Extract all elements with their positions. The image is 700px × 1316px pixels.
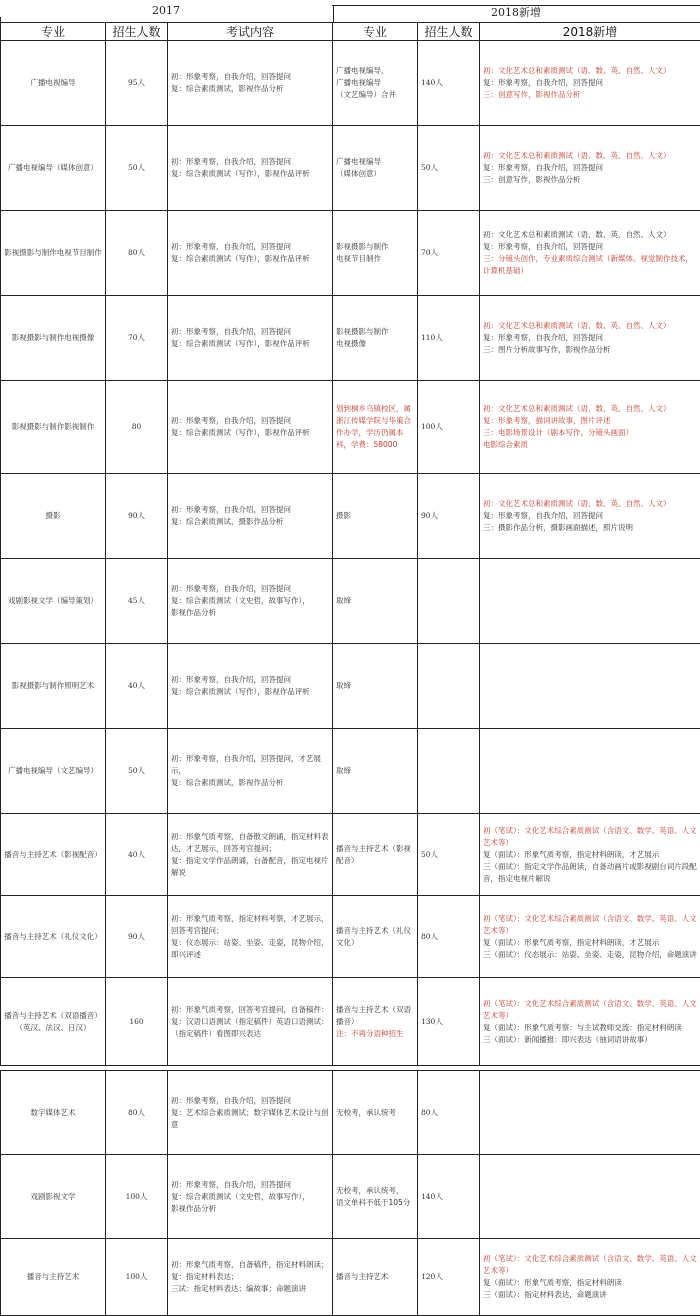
new-major-line: （媒体创意）	[336, 168, 414, 180]
new-content-line: 初（笔试）：文化艺术综合素质测试（含语文、数学、英语、人文艺术等）	[483, 913, 697, 937]
count-cell: 100人	[106, 1239, 168, 1316]
content-line: 复：综合素质测试，影视作品分析	[171, 83, 329, 95]
content-line: 复：综合素质测试（写作），影视作品评析	[171, 253, 329, 265]
new-content-cell	[480, 126, 700, 211]
major-cell: 播音与主持艺术	[1, 1239, 106, 1316]
new-major-line: 取缔	[336, 595, 414, 607]
new-content-line: 初（笔试）：文化艺术综合素质测试（含语文、数学、英语、人文艺术等）	[483, 825, 697, 849]
new-major-line: 播音与主持艺术（双语播音）	[336, 1004, 414, 1028]
major-cell: 广播电视编导（媒体创意）	[1, 126, 106, 211]
new-count-cell: 100人	[418, 381, 480, 474]
content-cell	[168, 126, 333, 211]
count-cell: 90人	[106, 474, 168, 559]
content-line: 初：形象考察，自我介绍，回答提问	[171, 156, 329, 168]
new-content-line: 初：文化艺术总和素质测试（语、数、英、自然、人文）	[483, 320, 697, 332]
new-major-line: 影视摄影与制作	[336, 326, 414, 338]
new-content-cell	[480, 381, 700, 474]
new-content-line: 复（面试）：形象气质考察，指定材料朗读，才艺展示	[483, 849, 697, 861]
new-content-line: 初：文化艺术总和素质测试（语、数、英、自然、人文）	[483, 229, 697, 241]
table-row	[1, 896, 700, 978]
content-line: 初：形象考察，自我介绍，回答提问	[171, 326, 329, 338]
content-line: 影视作品分析	[171, 607, 329, 619]
content-line: 影视作品分析	[171, 1203, 329, 1215]
new-major-line: 取缔	[336, 765, 414, 777]
new-major-line: 电视摄像	[336, 338, 414, 350]
content-cell	[168, 474, 333, 559]
count-cell: 160	[106, 978, 168, 1066]
new-content-line: 初：文化艺术总和素质测试（语、数、英、自然、人文）	[483, 150, 697, 162]
major-cell: 影视摄影与制作电视摄像	[1, 296, 106, 381]
major-cell: 戏剧影视文学	[1, 1155, 106, 1239]
new-content-line: 初：文化艺术总和素质测试（语、数、英、自然、人文）	[483, 65, 697, 77]
count-cell: 70人	[106, 296, 168, 381]
content-line: 复：综合素质测试，影视作品分析	[171, 777, 329, 789]
count-cell: 80人	[106, 211, 168, 296]
new-major-cell	[333, 296, 418, 381]
content-cell	[168, 729, 333, 814]
new-major-line: 电视节目制作	[336, 253, 414, 265]
count-cell: 95人	[106, 41, 168, 126]
content-line: 复：综合素质测试（写作），影视作品评析	[171, 686, 329, 698]
new-content-line: 三（面试）：指定文学作品朗读，自备动画片或影视剧台词片段配音，指定电视片解说	[483, 861, 697, 885]
new-major-cell	[333, 211, 418, 296]
new-major-cell	[333, 1239, 418, 1316]
table-row	[1, 814, 700, 896]
content-cell	[168, 211, 333, 296]
new-major-cell	[333, 381, 418, 474]
content-line: 初：形象考察，自我介绍，回答提问	[171, 241, 329, 253]
count-cell: 45人	[106, 559, 168, 644]
new-count-cell: 50人	[418, 126, 480, 211]
major-cell: 广播电视编导	[1, 41, 106, 126]
count-cell: 40人	[106, 814, 168, 896]
major-cell: 影视摄影与制作照明艺术	[1, 644, 106, 729]
header-new-content: 2018新增	[480, 23, 700, 41]
new-major-line: 摄影	[336, 510, 414, 522]
new-content-line: 初：文化艺术总和素质测试（语、数、英、自然、人文）	[483, 498, 697, 510]
table-row	[1, 978, 700, 1066]
new-content-line: 复：形象考察，自我介绍，回答提问	[483, 241, 697, 253]
count-cell: 80人	[106, 1071, 168, 1155]
table-row	[1, 1071, 700, 1155]
new-content-line: 三（面试）：仪态展示：站姿、坐姿、走姿，昆物介绍，命题演讲	[483, 949, 697, 961]
content-cell	[168, 1155, 333, 1239]
content-line: 复：综合素质测试，摄影作品分析	[171, 516, 329, 528]
new-major-cell	[333, 559, 418, 644]
new-content-line: 三：分镜头创作，专业素质综合测试（新媒体、视觉制作技术，计算机基础）	[483, 253, 697, 277]
content-line: 三试：指定材料表达；编故事；命题演讲	[171, 1283, 329, 1295]
count-cell: 90人	[106, 896, 168, 978]
major-cell: 影视摄影与制作影视制作	[1, 381, 106, 474]
header-count: 招生人数	[106, 23, 168, 41]
new-content-line: 三：图片分析故事写作，影视作品分析	[483, 344, 697, 356]
table-row	[1, 211, 700, 296]
table-row	[1, 1239, 700, 1316]
new-content-line: 初（笔试）：文化艺术综合素质测试（含语文、数学、英语、人文艺术等）	[483, 998, 697, 1022]
year-2017-label: 2017	[0, 4, 332, 17]
content-cell	[168, 41, 333, 126]
new-content-cell	[480, 559, 700, 644]
content-line: 复：综合素质测试（写作），影视作品评析	[171, 168, 329, 180]
table-row	[1, 729, 700, 814]
new-content-line: 复：形象考察，自我介绍，回答提问	[483, 510, 697, 522]
new-content-line: 三：电影场景设计（剧本写作，分镜头画面）	[483, 427, 697, 439]
new-count-cell: 140人	[418, 41, 480, 126]
new-content-cell	[480, 896, 700, 978]
year-header	[0, 0, 700, 22]
new-count-cell: 90人	[418, 474, 480, 559]
new-major-cell	[333, 896, 418, 978]
new-content-cell	[480, 41, 700, 126]
new-count-cell: 80人	[418, 896, 480, 978]
content-cell	[168, 896, 333, 978]
new-major-line: 语文单科不低于105分	[336, 1197, 414, 1209]
new-content-line: 三：摄影作品分析，摄影画面描述，照片说明	[483, 522, 697, 534]
new-major-cell	[333, 41, 418, 126]
new-major-cell	[333, 729, 418, 814]
new-major-note: 注：不再分语种招生	[336, 1028, 414, 1040]
table-row	[1, 381, 700, 474]
major-cell: 戏剧影视文学（编导策划）	[1, 559, 106, 644]
new-content-cell	[480, 1155, 700, 1239]
new-major-cell	[333, 814, 418, 896]
major-cell: 播音与主持艺术（影视配音）	[1, 814, 106, 896]
content-line: 复：综合素质测试（文史哲，故事写作），	[171, 595, 329, 607]
content-cell	[168, 1071, 333, 1155]
new-major-cell	[333, 474, 418, 559]
content-cell	[168, 814, 333, 896]
new-major-line: 无校考，承认统考，	[336, 1185, 414, 1197]
new-major-cell	[333, 1071, 418, 1155]
new-content-line: 复（面试）：形象气质考察，指定材料朗读，才艺展示	[483, 937, 697, 949]
content-line: 复：艺术综合素质测试；数字媒体艺术设计与创意	[171, 1107, 329, 1131]
new-major-cell	[333, 126, 418, 211]
new-content-cell	[480, 1071, 700, 1155]
new-content-line: 复：形象考察，自我介绍，回答提问	[483, 77, 697, 89]
content-line: 复：汉语口语测试（指定稿件）英语口语测试：（指定稿件）看图即兴表达	[171, 1016, 329, 1040]
new-major-line: 播音与主持艺术（影视配音）	[336, 843, 414, 867]
new-major-cell	[333, 1155, 418, 1239]
table-row	[1, 474, 700, 559]
new-content-cell	[480, 1239, 700, 1316]
header-content: 考试内容	[168, 23, 333, 41]
content-line: 复：仪态展示：站姿、坐姿、走姿，昆物介绍，即兴评述	[171, 937, 329, 961]
count-cell: 50人	[106, 729, 168, 814]
new-content-line: 复（面试）：形象气质考察，指定材料朗读	[483, 1277, 697, 1289]
count-cell: 50人	[106, 126, 168, 211]
content-cell	[168, 559, 333, 644]
new-count-cell	[418, 644, 480, 729]
count-cell: 100人	[106, 1155, 168, 1239]
new-content-line: 初：文化艺术总和素质测试（语、数、英、自然、人文）	[483, 403, 697, 415]
content-line: 初：形象考察，自我介绍，回答提问	[171, 504, 329, 516]
new-major-line: 播音与主持艺术（礼仪文化）	[336, 925, 414, 949]
new-major-cell	[333, 978, 418, 1066]
major-cell: 播音与主持艺术（双语播音）（英汉、法汉、日汉）	[1, 978, 106, 1066]
content-line: 初：形象气质考察，自备稿件，指定材料朗读；	[171, 1259, 329, 1271]
major-cell: 广播电视编导（文艺编导）	[1, 729, 106, 814]
new-content-line: 复：形象考察，自我介绍，回答提问	[483, 162, 697, 174]
new-count-cell: 110人	[418, 296, 480, 381]
content-line: 初：形象考察，自我介绍，回答提问	[171, 1179, 329, 1191]
content-line: 初：形象气质考察，回答考官提问，自备稿件：	[171, 1004, 329, 1016]
new-content-line: 复（面试）：形象气质考察：与主试教师交流：指定材料朗读	[483, 1022, 697, 1034]
new-content-line: 电影综合素质	[483, 439, 697, 451]
content-line: 初：形象考察，自我介绍，回答提问	[171, 415, 329, 427]
content-line: 复：综合素质测试（文史哲，故事写作），	[171, 1191, 329, 1203]
table-row	[1, 644, 700, 729]
content-line: 初：形象考察，自我介绍，回答提问	[171, 1095, 329, 1107]
new-content-line: 复：形象考察，自我介绍，回答提问	[483, 332, 697, 344]
count-cell: 40人	[106, 644, 168, 729]
new-count-cell: 80人	[418, 1071, 480, 1155]
new-major-line: （文艺编导）合并	[336, 89, 414, 101]
new-major-note: 划到桐乡乌镇校区，属浙江传媒学院与华策合作办学，学历仍属本科，学费：58000	[336, 403, 414, 451]
major-cell: 播音与主持艺术（礼仪文化）	[1, 896, 106, 978]
new-content-cell	[480, 474, 700, 559]
content-line: 复：综合素质测试（写作），影视作品评析	[171, 338, 329, 350]
new-content-line: 初（笔试）：文化艺术综合素质测试（含语文、数学、英语、人文艺术等）	[483, 1253, 697, 1277]
major-cell: 数字媒体艺术	[1, 1071, 106, 1155]
new-content-cell	[480, 211, 700, 296]
table-row	[1, 126, 700, 211]
content-cell	[168, 1239, 333, 1316]
content-line: 初：形象气质考察，自备散文朗诵，指定材料表达，才艺展示，回答考官提问；	[171, 831, 329, 855]
content-cell	[168, 644, 333, 729]
header-new-count: 招生人数	[418, 23, 480, 41]
content-line: 初：形象考察，自我介绍，回答提问	[171, 71, 329, 83]
new-major-line: 广播电视编导	[336, 77, 414, 89]
content-line: 复：综合素质测试（写作），影视作品评析	[171, 427, 329, 439]
new-content-line: 三（面试）：新闻播报：即兴表达（抽词语讲故事）	[483, 1034, 697, 1046]
new-content-cell	[480, 978, 700, 1066]
content-line: 初：形象气质考察，指定材料考察，才艺展示，回答考官提问；	[171, 913, 329, 937]
new-content-cell	[480, 644, 700, 729]
new-content-line: 复：形象考察，描词讲故事，图片评述	[483, 415, 697, 427]
new-content-line: 三：创意写作，影视作品分析	[483, 89, 697, 101]
new-content-line: 三（面试）：指定材料表达，命题演讲	[483, 1289, 697, 1301]
content-cell	[168, 381, 333, 474]
content-line: 初：形象考察，自我介绍，回答提问	[171, 583, 329, 595]
header-new-major: 专业	[333, 23, 418, 41]
table-header-row	[1, 23, 700, 41]
new-major-line: 取缔	[336, 680, 414, 692]
new-count-cell: 70人	[418, 211, 480, 296]
table-row	[1, 1155, 700, 1239]
content-line: 初：形象考察，自我介绍，回答提问，才艺展示，	[171, 753, 329, 777]
new-major-line: 播音与主持艺术	[336, 1271, 414, 1283]
new-count-cell	[418, 729, 480, 814]
new-count-cell: 140人	[418, 1155, 480, 1239]
new-content-cell	[480, 296, 700, 381]
header-major: 专业	[1, 23, 106, 41]
new-count-cell: 120人	[418, 1239, 480, 1316]
new-content-cell	[480, 814, 700, 896]
table-row	[1, 296, 700, 381]
table-row	[1, 41, 700, 126]
major-cell: 影视摄影与制作电视节目制作	[1, 211, 106, 296]
new-major-line: 影视摄影与制作	[336, 241, 414, 253]
new-major-line: 广播电视编导	[336, 156, 414, 168]
count-cell: 80	[106, 381, 168, 474]
content-cell	[168, 978, 333, 1066]
new-count-cell	[418, 559, 480, 644]
new-content-line: 三：创意写作，影视作品分析	[483, 174, 697, 186]
new-count-cell: 50人	[418, 814, 480, 896]
content-cell	[168, 296, 333, 381]
new-major-cell	[333, 644, 418, 729]
content-line: 复：指定材料表达；	[171, 1271, 329, 1283]
admissions-table	[0, 22, 700, 1316]
year-2018-label: 2018新增	[333, 4, 699, 20]
content-line: 初：形象考察，自我介绍，回答提问	[171, 674, 329, 686]
content-line: 复：指定文学作品朗诵，台备配音，指定电视片解说	[171, 855, 329, 879]
table-row	[1, 559, 700, 644]
new-major-line: 广播电视编导、	[336, 65, 414, 77]
new-content-cell	[480, 729, 700, 814]
major-cell: 摄影	[1, 474, 106, 559]
new-count-cell: 130人	[418, 978, 480, 1066]
new-major-line: 无校考，承认统考	[336, 1107, 414, 1119]
